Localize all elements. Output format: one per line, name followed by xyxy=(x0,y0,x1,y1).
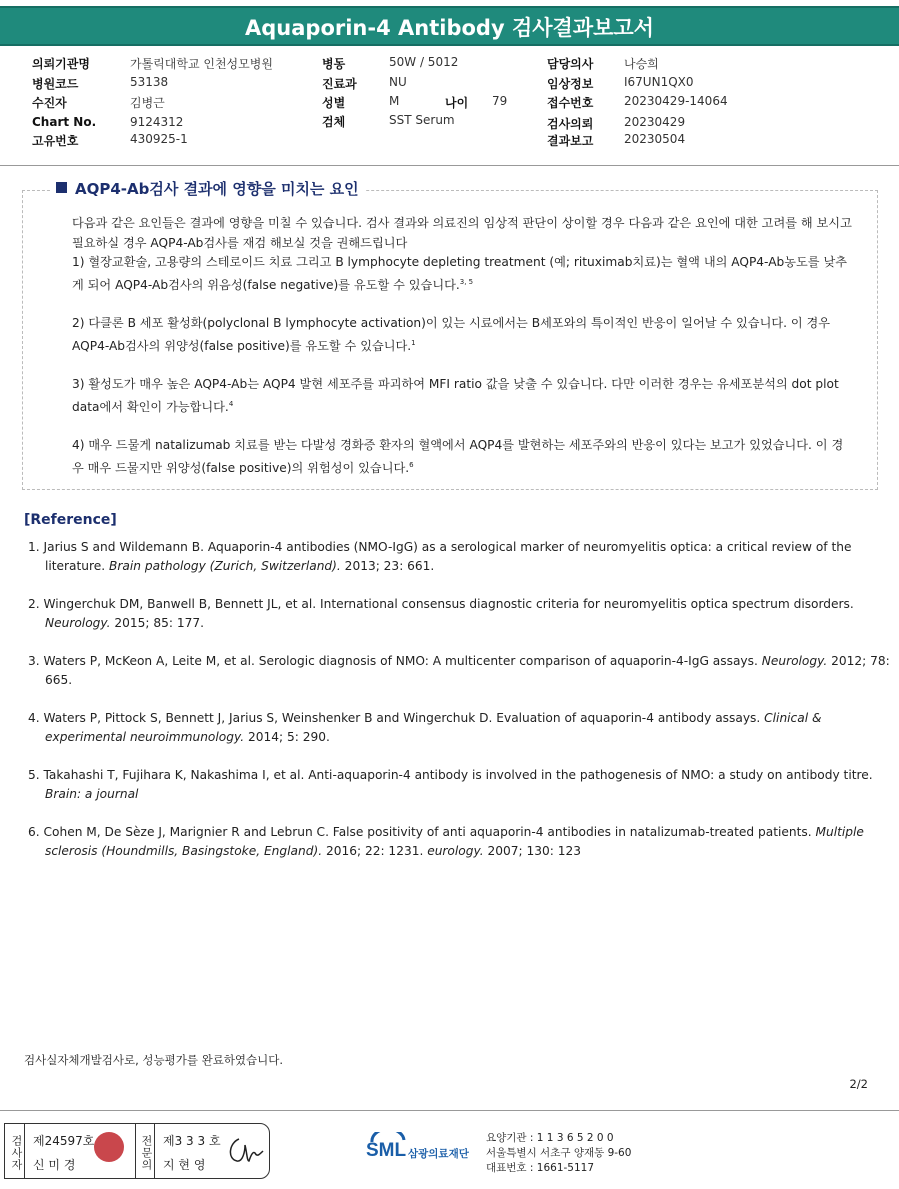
chart-value: 9124312 xyxy=(130,115,184,129)
reference-item: 4. Waters P, Pittock S, Bennett J, Jarius S, Weinshenker B and Wingerchuk D. Evaluation of aquaporin-4 antibody assays. Clinical & experimental neuroimmunology. 2014; 5: 290. xyxy=(28,711,822,744)
validation-note: 검사실자체개발검사로, 성능평가를 완료하였습니다. xyxy=(24,1053,284,1067)
report-title: Aquaporin-4 Antibody 검사결과보고서 xyxy=(0,6,899,46)
institution-label: 의뢰기관명 xyxy=(32,57,90,71)
patient-label: 수진자 xyxy=(32,96,67,110)
unique-label: 고유번호 xyxy=(32,134,79,148)
clinical-value: I67UN1QX0 xyxy=(624,75,694,89)
specimen-value: SST Serum xyxy=(389,113,455,127)
factor-item-2: 2) 다클론 B 세포 활성화(polyclonal B lymphocyte activation)이 있는 시료에서는 B세포와의 특이적인 반응이 일어날 수 있습니다. 이 경우 AQP4-Ab검사의 위양성(false positive)를 유도할 수 있습니다.$^1$ xyxy=(72,316,831,353)
lab-phone: 대표번호 : 1661-5117 xyxy=(486,1162,595,1174)
section-title-text: AQP4-Ab검사 결과에 영향을 미치는 요인 xyxy=(75,180,359,198)
report-value: 20230504 xyxy=(624,132,686,146)
lab-address: 서울특별시 서초구 양재동 9-60 xyxy=(486,1147,632,1159)
ward-value: 50W / 5012 xyxy=(389,55,459,69)
dept-label: 진료과 xyxy=(322,77,357,91)
specialist-id: 제3 3 3 호 xyxy=(163,1134,221,1148)
reference-item: 2. Wingerchuk DM, Banwell B, Bennett JL, et al. International consensus diagnostic criteria for neuromyelitis optica spectrum disorders. Neurology. 2015; 85: 177. xyxy=(28,597,854,630)
tester-label: 검사자 xyxy=(5,1124,25,1178)
reference-list xyxy=(24,538,896,880)
seal-stamp-icon xyxy=(94,1132,124,1162)
reference-item: 5. Takahashi T, Fujihara K, Nakashima I, et al. Anti-aquaporin-4 antibody is involved in the pathogenesis of NMO: a study on antibody titre. Brain: a journal xyxy=(28,768,873,801)
tester-name: 신 미 경 xyxy=(33,1158,76,1172)
patient-info xyxy=(32,55,872,155)
logo-subtext: 삼광의료재단 xyxy=(408,1148,469,1160)
lab-info xyxy=(486,1131,631,1176)
factor-item-1: 1) 혈장교환술, 고용량의 스테로이드 치료 그리고 B lymphocyte depleting treatment (예; rituximab치료)는 혈액 내의 AQP4-Ab농도를 낮추게 되어 AQP4-Ab검사의 위음성(false negative)를 유도할 수 있습니다.$^{3, 5}$ xyxy=(72,255,848,292)
doctor-value: 나승희 xyxy=(624,57,659,71)
square-bullet-icon xyxy=(56,182,67,193)
reference-item: 3. Waters P, McKeon A, Leite M, et al. Serologic diagnosis of NMO: A multicenter comparison of aquaporin-4-IgG assays. Neurology. 2012; 78: 665. xyxy=(28,654,890,687)
dept-value: NU xyxy=(389,75,407,89)
report-label: 결과보고 xyxy=(547,134,594,148)
ward-label: 병동 xyxy=(322,57,346,71)
specimen-label: 검체 xyxy=(322,115,346,129)
institution-value: 가톨릭대학교 인천성모병원 xyxy=(130,57,273,71)
patient-value: 김병근 xyxy=(130,96,165,110)
age-label: 나이 xyxy=(445,96,469,110)
hospcode-label: 병원코드 xyxy=(32,77,79,91)
hospcode-value: 53138 xyxy=(130,75,169,89)
receipt-value: 20230429-14064 xyxy=(624,94,728,108)
specialist-label: 전문의 xyxy=(135,1124,155,1178)
receipt-label: 접수번호 xyxy=(547,96,594,110)
age-value: 79 xyxy=(492,94,508,108)
footer-divider xyxy=(0,1110,899,1111)
reference-item: 1. Jarius S and Wildemann B. Aquaporin-4 antibodies (NMO-IgG) as a serological marker of neuromyelitis optica: a critical review of the literature. Brain pathology (Zurich, Switzerland). 2013; 23: 661. xyxy=(28,540,852,573)
intro-text: 다음과 같은 요인들은 결과에 영향을 미칠 수 있습니다. 검사 결과와 의료진의 임상적 판단이 상이할 경우 다음과 같은 요인에 대한 고려를 해 보시고 필요하실 경우 AQP4-Ab검사를 재검 해보실 것을 권해드립니다 xyxy=(72,216,852,250)
factor-item-3: 3) 활성도가 매우 높은 AQP4-Ab는 AQP4 발현 세포주를 파괴하여 MFI ratio 값을 낮출 수 있습니다. 다만 이러한 경우는 유세포분석의 dot plot data에서 확인이 가능합니다.$^4$ xyxy=(72,377,839,414)
clinical-label: 임상정보 xyxy=(547,77,594,91)
factors-body xyxy=(72,214,852,497)
section-title xyxy=(50,178,365,199)
reference-title: [Reference] xyxy=(24,512,117,528)
factor-item-4: 4) 매우 드물게 natalizumab 치료를 받는 다발성 경화증 환자의 혈액에서 AQP4를 발현하는 세포주와의 반응이 있다는 보고가 있었습니다. 이 경우 매우 드물지만 위양성(false positive)의 위험성이 있습니다.$^6$ xyxy=(72,438,844,475)
unique-value: 430925-1 xyxy=(130,132,188,146)
reference-item: 6. Cohen M, De Sèze J, Marignier R and Lebrun C. False positivity of anti aquaporin-4 antibodies in natalizumab-treated patients. Multiple sclerosis (Houndmills, Basingstoke, England). 2016; 22: 1231. eurology. 2007; 130: 123 xyxy=(28,825,864,858)
request-value: 20230429 xyxy=(624,115,686,129)
sex-value: M xyxy=(389,94,400,108)
lab-code: 요양기관 : 1 1 3 6 5 2 0 0 xyxy=(486,1132,614,1144)
specialist-name: 지 현 영 xyxy=(163,1158,206,1172)
logo-text: SML xyxy=(366,1140,407,1161)
tester-id: 제24597호 xyxy=(33,1134,95,1148)
request-label: 검사의뢰 xyxy=(547,117,594,131)
signature-icon xyxy=(225,1133,265,1167)
chart-label: Chart No. xyxy=(32,115,97,129)
sex-label: 성별 xyxy=(322,96,346,110)
doctor-label: 담당의사 xyxy=(547,57,594,71)
page-number: 2/2 xyxy=(849,1077,868,1091)
header-divider xyxy=(0,165,899,166)
